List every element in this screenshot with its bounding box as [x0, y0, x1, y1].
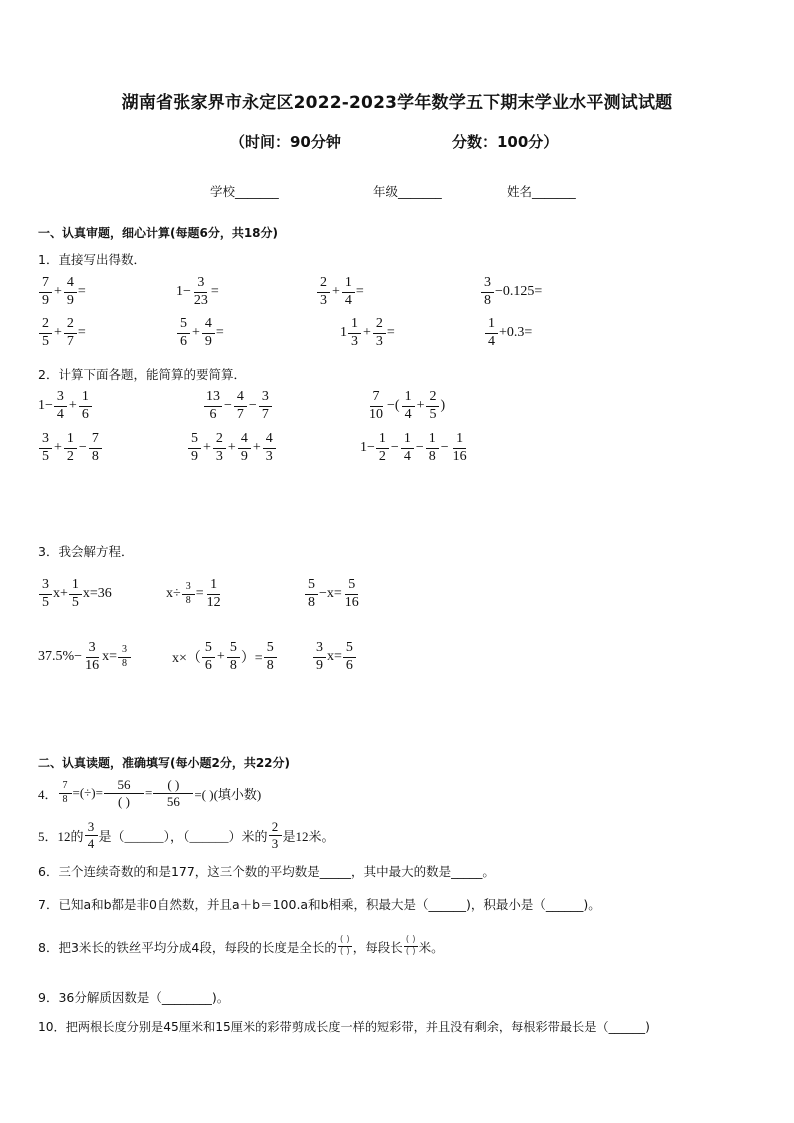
fraction: $\frac{4}{3}$: [263, 432, 276, 464]
fraction: $\frac{7}{8}$: [59, 781, 72, 805]
fraction: $\frac{1}{2}$: [376, 432, 389, 464]
fraction: $\frac{3}{4}$: [85, 820, 98, 850]
school-field[interactable]: 学校_______: [210, 184, 279, 199]
fraction: $\frac{7}{8}$: [89, 432, 102, 464]
fraction: $\frac{5}{6}$: [343, 641, 356, 673]
fraction-blank: $\frac{( )}{( )}$: [405, 935, 416, 958]
q3-equation-3: $\frac{5}{8}$ −x= $\frac{5}{16}$: [304, 578, 362, 610]
fraction-blank: $\frac{56}{( )}$: [104, 778, 144, 808]
q3-label: 3．我会解方程．: [38, 544, 134, 559]
fraction: $\frac{4}{9}$: [202, 317, 215, 349]
fraction: $\frac{1}{5}$: [69, 578, 82, 610]
fraction: $\frac{3}{9}$: [313, 641, 326, 673]
q4: 4． $\frac{7}{8}$ =(÷)= $\frac{56}{( )}$ = $\frac{( )}{56}$ =( )(填小数): [38, 777, 262, 809]
q1-item-8: $\frac{1}{4}$ +0.3=: [484, 317, 532, 349]
fraction: $\frac{2}{7}$: [64, 317, 77, 349]
q1-item-5: $\frac{2}{5}$ + $\frac{2}{7}$ =: [38, 317, 86, 349]
fraction: $\frac{1}{4}$: [342, 276, 355, 308]
fraction: $\frac{5}{9}$: [188, 432, 201, 464]
fraction: $\frac{1}{4}$: [485, 317, 498, 349]
q1-item-6: $\frac{5}{6}$ + $\frac{4}{9}$ =: [176, 317, 224, 349]
q2-expr-5: $\frac{5}{9}$ + $\frac{2}{3}$ + $\frac{4}{9}$ + $\frac{4}{3}$: [187, 432, 277, 464]
name-field[interactable]: 姓名_______: [507, 184, 576, 199]
q1-label: 1．直接写出得数．: [38, 252, 146, 267]
q3-equation-2: x÷ $\frac{3}{8}$ = $\frac{1}{12}$: [166, 577, 221, 610]
fraction: $\frac{13}{6}$: [206, 389, 220, 422]
q3-equation-4: 37.5%− $\frac{3}{16}$ x= $\frac{3}{8}$: [38, 641, 132, 673]
q3-equation-1: $\frac{3}{5}$ x+ $\frac{1}{5}$ x=36: [38, 578, 112, 610]
grade-field[interactable]: 年级_______: [373, 184, 442, 199]
fraction: $\frac{1}{4}$: [401, 432, 414, 464]
fraction: $\frac{2}{3}$: [373, 317, 386, 349]
q10: 10．把两根长度分别是45厘米和15厘米的彩带剪成长度一样的短彩带，并且没有剩余，每根彩带最长是（______): [38, 1020, 650, 1034]
q6: 6．三个连续奇数的和是177，这三个数的平均数是_____，其中最大的数是_____。: [38, 864, 495, 879]
fraction: $\frac{5}{8}$: [264, 641, 277, 673]
fraction: $\frac{3}{7}$: [259, 390, 272, 422]
fraction: $\frac{4}{7}$: [234, 390, 247, 422]
fraction: $\frac{3}{4}$: [54, 390, 67, 422]
fraction: $\frac{5}{8}$: [305, 578, 318, 610]
q7: 7．已知a和b都是非0自然数，并且a＋b＝100.a和b相乘，积最大是（______)，积最小是（______)。: [38, 897, 601, 912]
fraction: $\frac{3}{8}$: [118, 645, 131, 669]
q1-item-3: $\frac{2}{3}$ + $\frac{1}{4}$ =: [316, 276, 364, 308]
section-1-heading: 一、认真审题，细心计算(每题6分，共18分): [38, 226, 279, 240]
fraction: $\frac{2}{3}$: [317, 276, 330, 308]
q2-expr-6: 1− $\frac{1}{2}$ − $\frac{1}{4}$ − $\frac{1}{8}$ − $\frac{1}{16}$: [360, 431, 467, 464]
fraction: $\frac{5}{6}$: [177, 317, 190, 349]
q3-equation-5: x×（ $\frac{5}{6}$ + $\frac{5}{8}$ ）= $\frac{5}{8}$: [172, 641, 278, 673]
fraction: $\frac{1}{16}$: [452, 431, 467, 464]
q1-item-7: 1 $\frac{1}{3}$ + $\frac{2}{3}$ =: [340, 316, 395, 349]
fraction: $\frac{5}{16}$: [344, 577, 359, 610]
q8: 8．把3米长的铁丝平均分成4段，每段的长度是全长的 $\frac{( )}{( )}$ ，每段长 $\frac{( )}{( )}$ 米。: [38, 935, 444, 958]
page-title: 湖南省张家界市永定区2022-2023学年数学五下期末学业水平测试试题: [121, 93, 673, 113]
fraction: $\frac{3}{5}$: [39, 578, 52, 610]
fraction: $\frac{3}{23}$: [193, 275, 208, 308]
q2-expr-4: $\frac{3}{5}$ + $\frac{1}{2}$ − $\frac{7}{8}$: [38, 432, 103, 464]
fraction: $\frac{3}{8}$: [182, 582, 195, 606]
section-2-heading: 二、认真读题，准确填写(每小题2分，共22分): [38, 756, 291, 770]
fraction: $\frac{3}{16}$: [85, 640, 100, 673]
q1-item-4: $\frac{3}{8}$ −0.125=: [480, 276, 542, 308]
fraction-blank: $\frac{( )}{( )}$: [339, 935, 350, 958]
q1-item-1: $\frac{7}{9}$ + $\frac{4}{9}$ =: [38, 276, 86, 308]
fraction: $\frac{1}{6}$: [79, 390, 92, 422]
score-label: 分数：100分）: [452, 133, 559, 151]
fraction: $\frac{2}{3}$: [213, 432, 226, 464]
fraction: $\frac{1}{12}$: [206, 577, 221, 610]
q5: 5．12的 $\frac{3}{4}$ 是（______），（______）米的 $\frac{2}{3}$ 是12米。: [38, 819, 335, 851]
fraction-blank: $\frac{( )}{56}$: [153, 778, 193, 808]
fraction: $\frac{7}{10}$: [369, 389, 383, 422]
fraction: $\frac{4}{9}$: [64, 276, 77, 308]
fraction: $\frac{7}{9}$: [39, 276, 52, 308]
q9: 9．36分解质因数是（________)。: [38, 990, 230, 1005]
fraction: $\frac{2}{5}$: [426, 390, 439, 422]
fraction: $\frac{1}{8}$: [426, 432, 439, 464]
q2-expr-2: $\frac{13}{6}$ − $\frac{4}{7}$ − $\frac{3}{7}$: [203, 390, 273, 422]
fraction: $\frac{1}{4}$: [402, 390, 415, 422]
fraction: $\frac{3}{8}$: [481, 276, 494, 308]
time-label: （时间：90分钟: [230, 133, 341, 151]
fraction: $\frac{2}{3}$: [269, 820, 282, 850]
fraction: $\frac{5}{8}$: [227, 641, 240, 673]
fraction: $\frac{2}{5}$: [39, 317, 52, 349]
fraction: $\frac{3}{5}$: [39, 432, 52, 464]
q1-item-2: 1− $\frac{3}{23}$ =: [176, 275, 219, 308]
fraction: $\frac{4}{9}$: [238, 432, 251, 464]
q2-expr-1: 1− $\frac{3}{4}$ + $\frac{1}{6}$: [38, 390, 93, 422]
q2-label: 2．计算下面各题，能简算的要简算．: [38, 367, 246, 382]
q3-equation-6: $\frac{3}{9}$ x= $\frac{5}{6}$: [312, 641, 357, 673]
fraction: $\frac{1}{2}$: [64, 432, 77, 464]
q2-expr-3: $\frac{7}{10}$ −( $\frac{1}{4}$ + $\frac{2}{5}$ ): [369, 389, 446, 422]
fraction: $\frac{1}{3}$: [348, 317, 361, 349]
fraction: $\frac{5}{6}$: [202, 641, 215, 673]
